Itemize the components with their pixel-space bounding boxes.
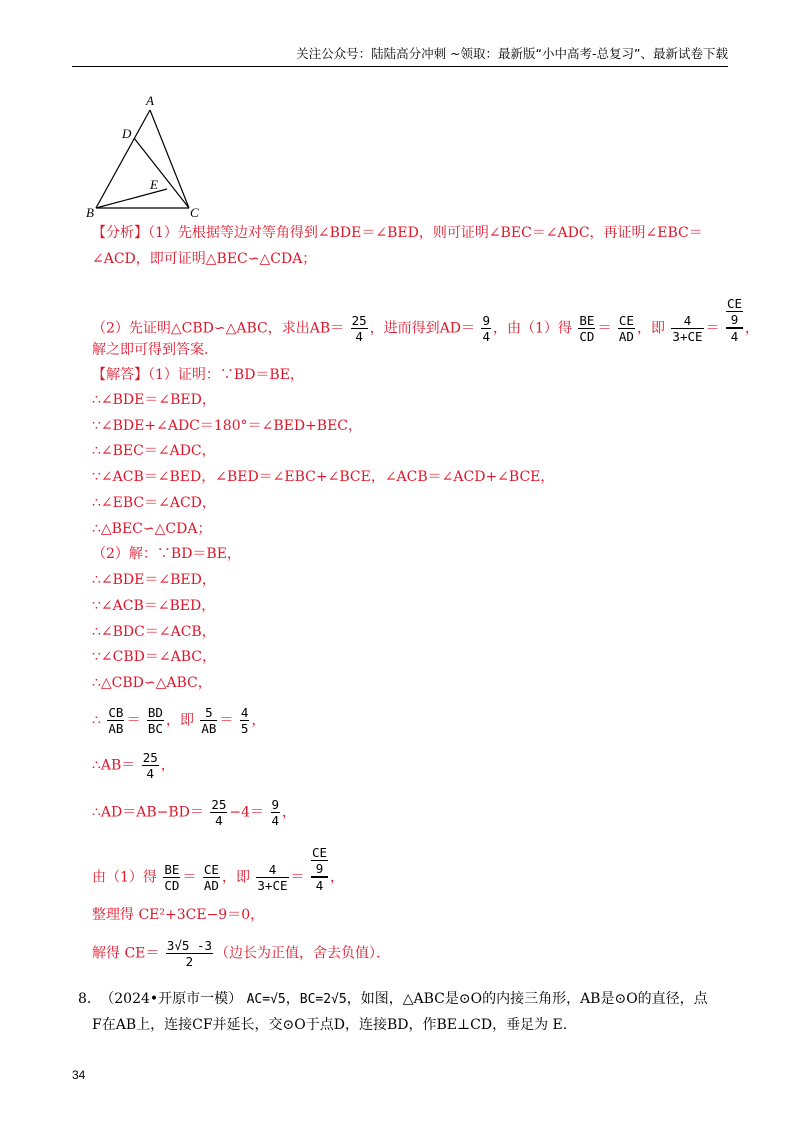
answer-line-4: ∵∠ACB＝∠BED，∠BED＝∠EBC+∠BCE，∠ACB＝∠ACD+∠BCE， <box>92 469 555 485</box>
fraction: $\frac{25}{4}$ <box>351 313 367 344</box>
triangle-figure <box>86 90 216 222</box>
answer-line-7: （2）解：∵BD＝BE， <box>92 546 241 562</box>
answer-line-10: ∴∠BDC＝∠ACB， <box>92 624 216 640</box>
analysis-line-4: 解之即可得到答案． <box>92 342 218 358</box>
nested-fraction: CE 9 4 <box>726 296 743 344</box>
answer-line-9: ∵∠ACB＝∠BED， <box>92 598 216 614</box>
label-c: C <box>190 205 199 220</box>
fraction: $\frac{25}{4}$ <box>142 750 158 781</box>
fraction: $\frac{BE}{CD}$ <box>579 313 595 344</box>
answer-ab-line: ∴AB＝ $\frac{25}{4}$ ， <box>92 750 175 781</box>
page-number: 34 <box>72 1068 86 1082</box>
fraction: $\frac{4}{3+CE}$ <box>672 313 703 344</box>
fraction: $\frac{9}{4}$ <box>271 797 280 828</box>
answer-solution-line: 解得 CE＝ $\frac{3√5 -3}{2}$ （边长为正值，舍去负值）． <box>92 938 390 969</box>
label-d: D <box>122 126 132 141</box>
segment-dc <box>134 138 189 208</box>
answer-line-11: ∵∠CBD＝∠ABC， <box>92 649 216 665</box>
fraction: $\frac{5}{AB}$ <box>201 705 217 736</box>
fraction: $\frac{25}{4}$ <box>211 797 227 828</box>
label-b: B <box>86 205 94 220</box>
analysis-line-3: （2）先证明△CBD∽△ABC，求出AB＝ $\frac{25}{4}$ ，进而得到AD＝ $\frac{9}{4}$ ，由（1）得 $\frac{BE}{CD}$ ＝ $\frac{CE}{AD}$ ，即 $\frac{4}{3+CE}$ ＝ CE 9 4 ， <box>92 296 760 344</box>
answer-line-1: ∴∠BDE＝∠BED， <box>92 392 216 408</box>
fraction: $\frac{4}{5}$ <box>240 705 249 736</box>
answer-ad-line: ∴AD＝AB−BD＝ $\frac{25}{4}$ −4＝ $\frac{9}{4}$ ， <box>92 797 297 828</box>
fraction: $\frac{9}{4}$ <box>482 313 491 344</box>
answer-line-6: ∴△BEC∽△CDA； <box>92 521 212 537</box>
analysis-line-2: ∠ACD，即可证明△BEC∽△CDA； <box>92 251 317 267</box>
side-ab <box>96 110 150 208</box>
fraction: $\frac{4}{3+CE}$ <box>257 862 288 893</box>
answer-line-5: ∴∠EBC＝∠ACD， <box>92 495 216 511</box>
answer-line-12: ∴△CBD∽△ABC， <box>92 675 212 691</box>
answer-line-2: ∵∠BDE+∠ADC＝180°＝∠BED+BEC， <box>92 418 363 434</box>
question-8-line-1: 8. （2024•开原市一模） AC=√5，BC=2√5，如图，△ABC是⊙O的内接三角形，AB是⊙O的直径，点 <box>78 991 708 1007</box>
page-header: 关注公众号：陆陆高分冲刺 ~领取：最新版“小中高考-总复习”、最新试卷下载 <box>72 44 728 67</box>
analysis-line-1: 【分析】（1）先根据等边对等角得到∠BDE＝∠BED，则可证明∠BEC＝∠ADC，再证明∠EBC＝ <box>92 225 703 241</box>
fraction: $\frac{3√5 -3}{2}$ <box>166 938 212 969</box>
fraction: $\frac{CE}{AD}$ <box>618 313 634 344</box>
fraction: $\frac{BE}{CD}$ <box>164 862 180 893</box>
answer-line-8: ∴∠BDE＝∠BED， <box>92 572 216 588</box>
fraction: $\frac{CE}{AD}$ <box>203 862 219 893</box>
question-8-line-2: F在AB上，连接CF并延长，交⊙O于点D，连接BD，作BE⊥CD，垂足为 E. <box>92 1017 568 1033</box>
label-a: A <box>146 93 154 108</box>
answer-quadratic-line: 整理得 CE²+3CE−9＝0， <box>92 907 265 923</box>
answer-ratio-line: ∴ $\frac{CB}{AB}$ ＝ $\frac{BD}{BC}$ ，即 $\frac{5}{AB}$ ＝ $\frac{4}{5}$ ， <box>92 705 266 736</box>
side-ac <box>150 110 189 208</box>
label-e: E <box>150 177 158 192</box>
answer-line-0: 【解答】（1）证明：∵BD＝BE， <box>92 367 304 383</box>
answer-ratio2-line: 由（1）得 $\frac{BE}{CD}$ ＝ $\frac{CE}{AD}$ ，即 $\frac{4}{3+CE}$ ＝ CE 9 4 ， <box>92 845 345 893</box>
answer-line-3: ∴∠BEC＝∠ADC， <box>92 443 216 459</box>
nested-fraction: CE 9 4 <box>311 845 328 893</box>
fraction: $\frac{CB}{AB}$ <box>108 705 124 736</box>
fraction: $\frac{BD}{BC}$ <box>147 705 163 736</box>
